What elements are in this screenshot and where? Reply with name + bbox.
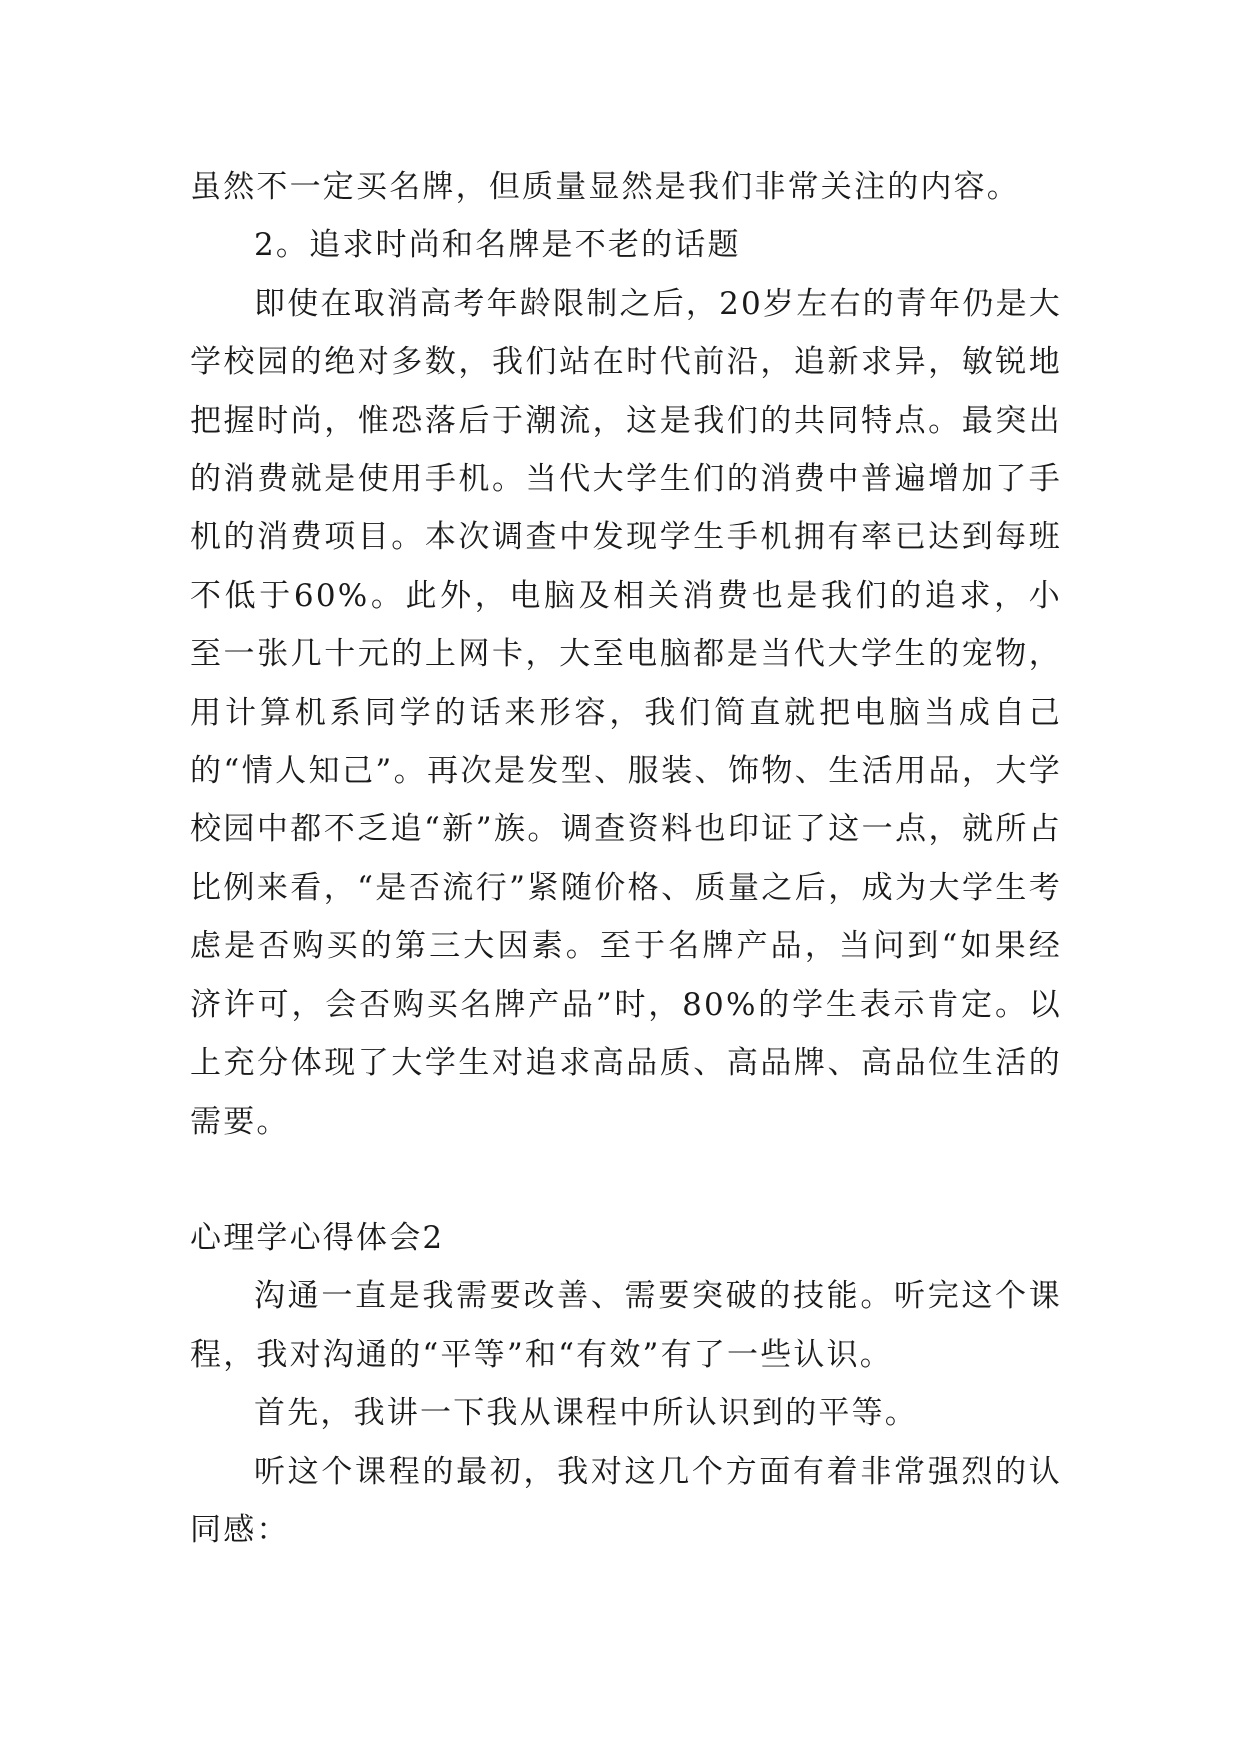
paragraph-continuation: 虽然不一定买名牌，但质量显然是我们非常关注的内容。 (190, 169, 1020, 205)
paragraph-communication-intro: 沟通一直是我需要改善、需要突破的技能。听完这个课程，我对沟通的“平等”和“有效”有了一些认识。 (190, 1278, 1062, 1373)
subheading-fashion-brand: 2。追求时尚和名牌是不老的话题 (254, 227, 741, 264)
paragraph-fashion-consumption: 即使在取消高考年龄限制之后，20岁左右的青年仍是大学校园的绝对多数，我们站在时代前沿，追新求异，敏锐地把握时尚，惟恐落后于潮流，这是我们的共同特点。最突出的消费就是使用手机。当代大学生们的消费中普遍增加了手机的消费项目。本次调查中发现学生手机拥有率已达到每班不低于60%。此外，电脑及相关消费也是我们的追求，小至一张几十元的上网卡，大至电脑都是当代大学生的宠物，用计算机系同学的话来形容，我们简直就把电脑当成自己的“情人知己”。再次是发型、服装、饰物、生活用品，大学校园中都不乏追“新”族。调查资料也印证了这一点，就所占比例来看，“是否流行”紧随价格、质量之后，成为大学生考虑是否购买的第三大因素。至于名牌产品，当问到“如果经济许可，会否购买名牌产品”时，80%的学生表示肯定。以上充分体现了大学生对追求高品质、高品牌、高品位生活的需要。 (190, 285, 1062, 1140)
paragraph-recognition: 听这个课程的最初，我对这几个方面有着非常强烈的认同感： (190, 1453, 1062, 1548)
paragraph-equality: 首先，我讲一下我从课程中所认识到的平等。 (254, 1395, 918, 1432)
document-body (190, 158, 1062, 1559)
section-title: 心理学心得体会2 (190, 1219, 445, 1256)
